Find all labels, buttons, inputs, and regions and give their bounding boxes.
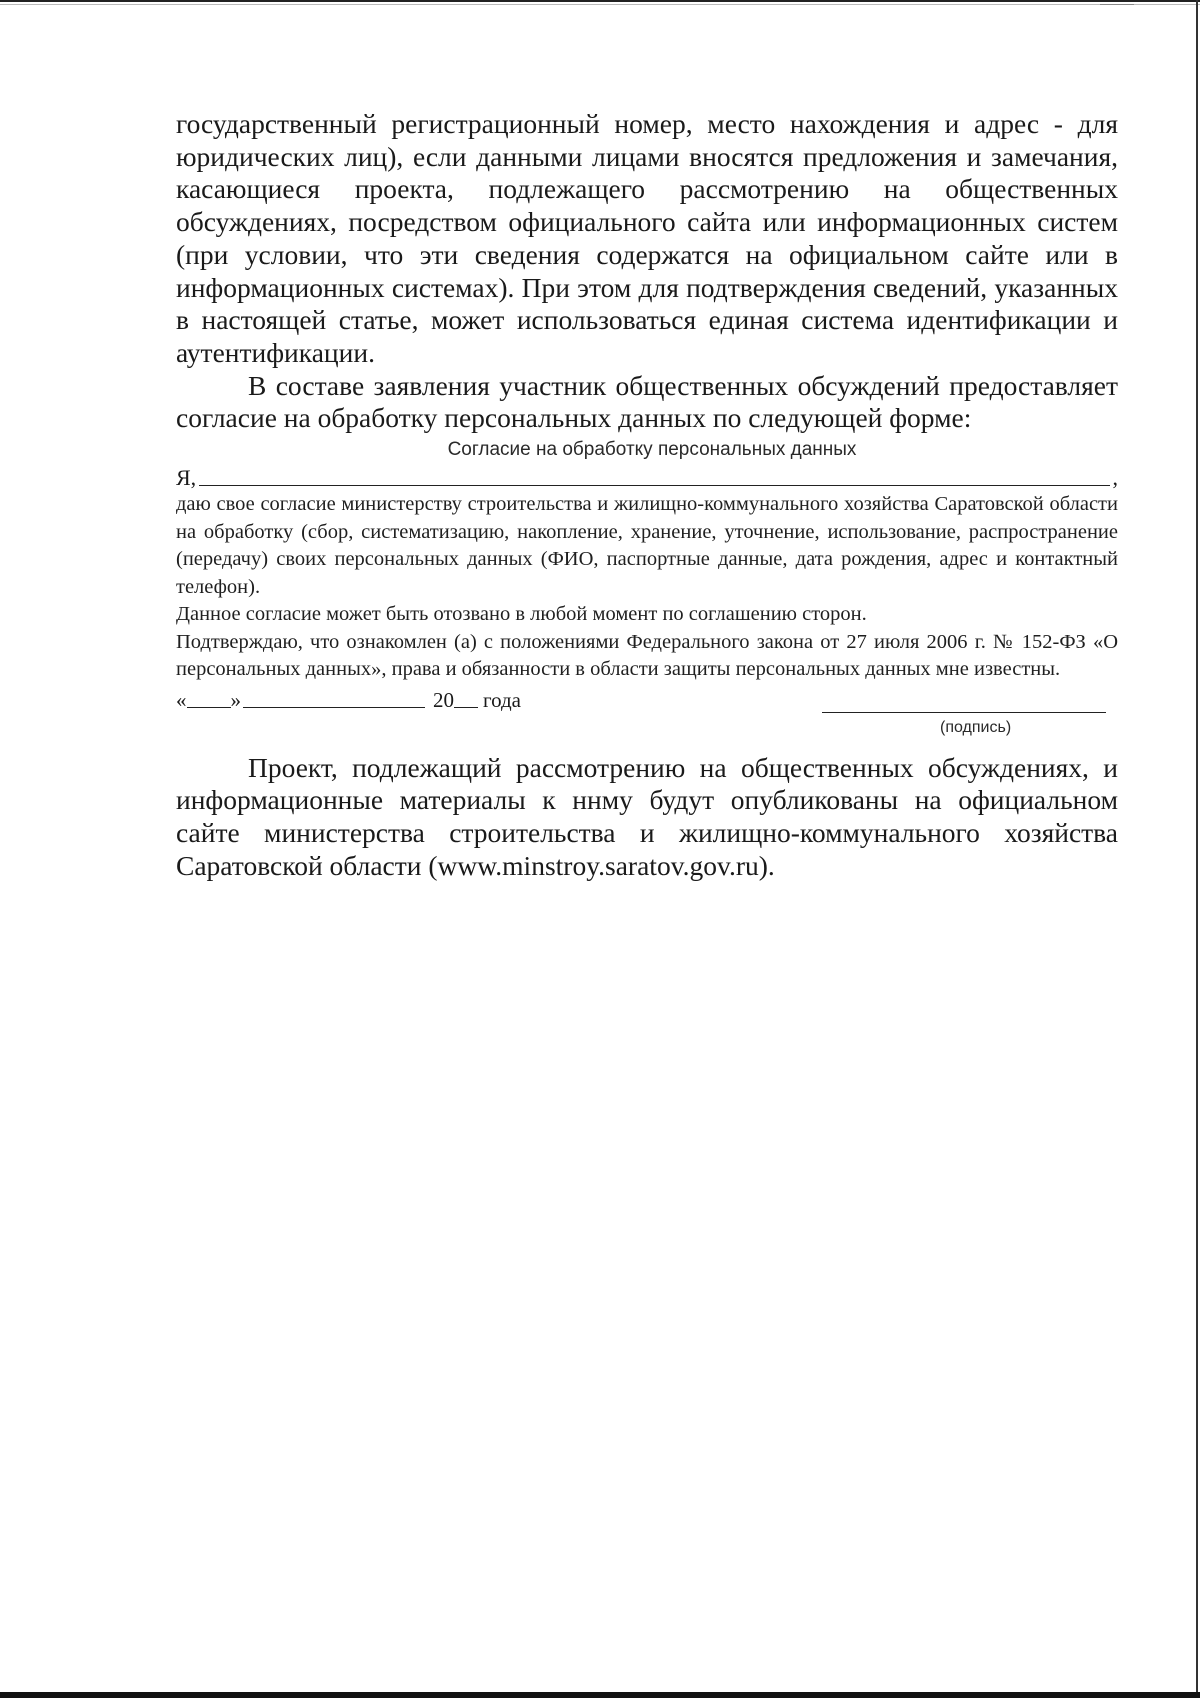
name-suffix: ,: [1112, 465, 1118, 491]
date-field: [176, 686, 521, 714]
consent-text-acknowledgement: Подтверждаю, что ознакомлен (а) с положениями Федерального закона от 27 июля 2006 г. № 152-ФЗ «О персональных данных», права и обязанности в области защиты персональных данных мне известны.: [176, 630, 1118, 681]
consent-form: [176, 437, 1118, 738]
consent-form-title: Согласие на обработку персональных данных: [447, 439, 857, 461]
signature-line[interactable]: [822, 712, 1106, 713]
document-page: [176, 108, 1118, 882]
year-suffix: года: [483, 687, 521, 712]
paragraph-final: Проект, подлежащий рассмотрению на общественных обсуждениях, и информационные материалы к ннму будут опубликованы на официальном сайте министерства строительства и жилищно-коммунального хозяйства Саратовской области (www.minstroy.saratov.gov.ru).: [176, 751, 1118, 881]
paragraph-consent-intro: В составе заявления участник общественных обсуждений предоставляет согласие на обработку персональных данных по следующей форме:: [176, 369, 1118, 434]
month-blank[interactable]: [243, 687, 425, 708]
name-field-row: [176, 465, 1118, 491]
year-prefix: 20: [433, 687, 454, 712]
scan-border-top: [0, 0, 1200, 2]
date-close-quote: »: [230, 687, 241, 712]
scan-border-bottom: [0, 1692, 1200, 1698]
date-open-quote: «: [176, 687, 187, 712]
day-blank[interactable]: [187, 687, 231, 708]
consent-text-revocation: Данное согласие может быть отозвано в любой момент по соглашению сторон.: [176, 603, 867, 626]
consent-text-scope: даю свое согласие министерству строительства и жилищно-коммунального хозяйства Саратовской области на обработку (сбор, систематизацию, накопление, хранение, уточнение, использование, распространение (передачу) своих персональных данных (ФИО, паспортные данные, дата рождения, адрес и контактный телефон).: [176, 493, 1118, 598]
scan-border-right: [1196, 0, 1198, 1698]
signature-caption: (подпись): [940, 718, 1012, 736]
scan-speck: [1100, 4, 1134, 5]
scan-border-top-shadow: [0, 4, 1200, 5]
paragraph-continuation: государственный регистрационный номер, место нахождения и адрес - для юридических лиц), если данными лицами вносятся предложения и замечания, касающиеся проекта, подлежащего рассмотрению на общественных обсуждениях, посредством официального сайта или информационных систем (при условии, что эти сведения содержатся на официальном сайте или в информационных системах). При этом для подтверждения сведений, указанных в настоящей статье, может использоваться единая система идентификации и аутентификации.: [176, 108, 1118, 368]
name-blank-line[interactable]: [199, 485, 1109, 486]
year-blank[interactable]: [454, 687, 478, 708]
name-prefix: Я,: [176, 465, 197, 491]
date-signature-row: [176, 686, 1118, 716]
